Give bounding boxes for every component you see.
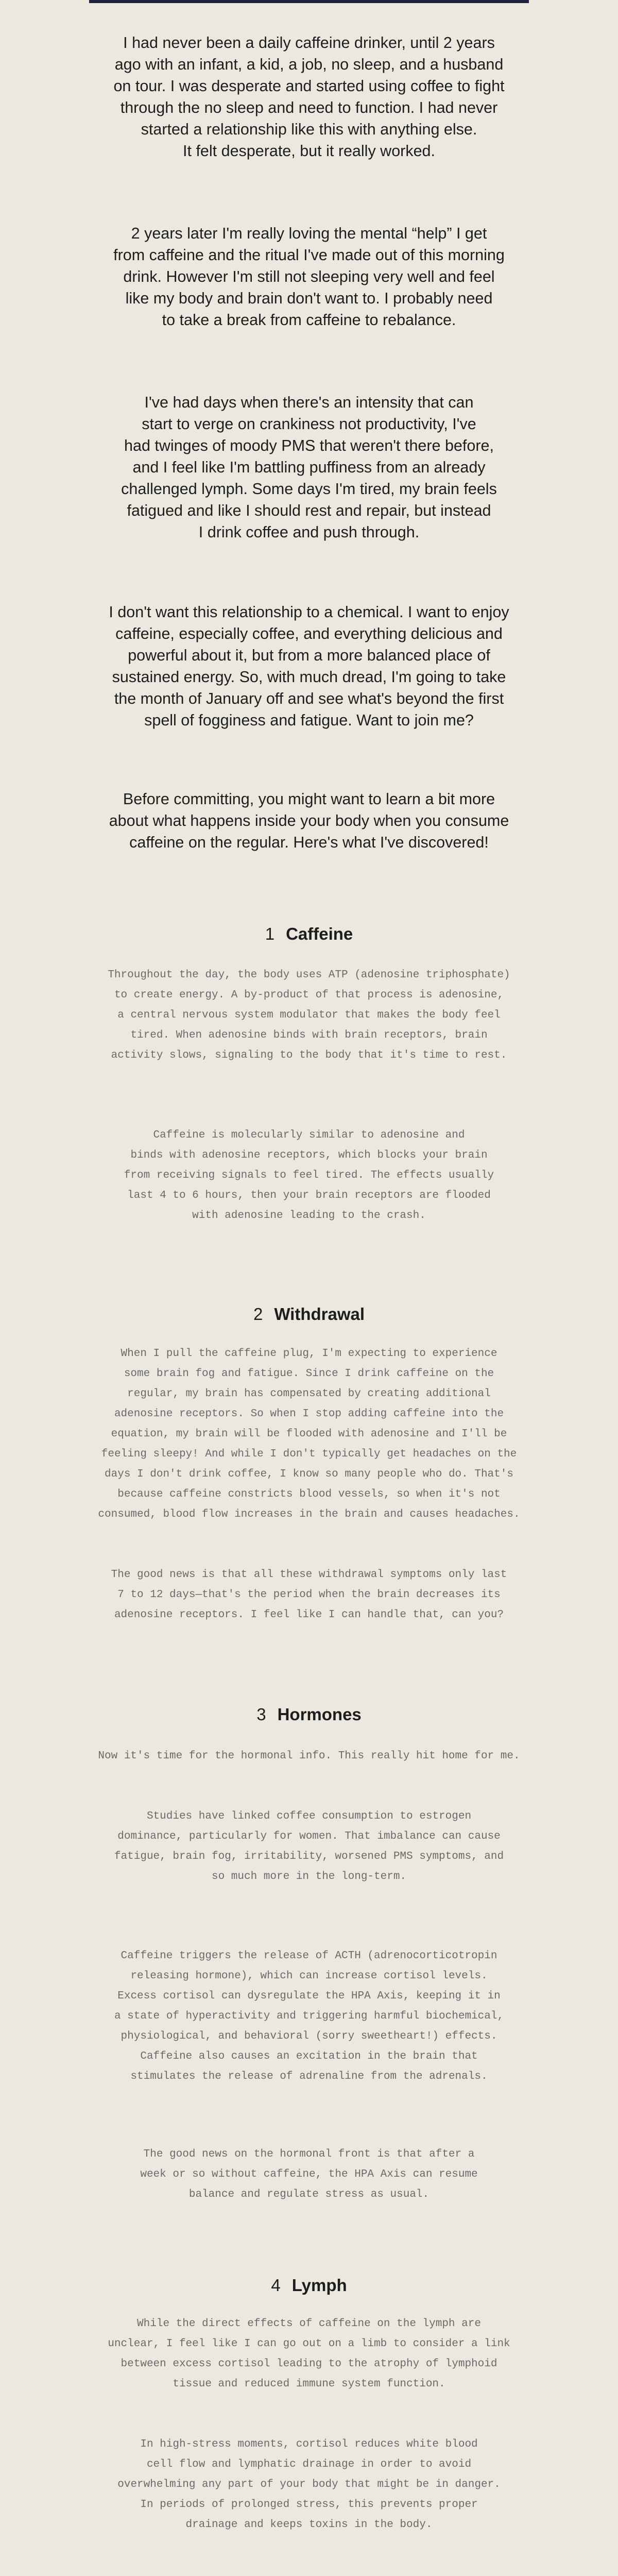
section-title: Caffeine	[286, 924, 353, 943]
text-line: a central nervous system modulator that makes the body feel	[117, 1009, 501, 1021]
text-line: caffeine on the regular. Here's what I've discovered!	[129, 834, 489, 851]
text-line: some brain fog and fatigue. Since I drink caffeine on the	[124, 1368, 494, 1380]
text-line: equation, my brain will be flooded with adenosine and I'll be	[111, 1428, 507, 1440]
section-title: Lymph	[291, 2276, 347, 2295]
text-line: with adenosine leading to the crash.	[192, 1210, 426, 1222]
text-line: between excess cortisol leading to the atrophy of lymphoid	[121, 2358, 497, 2370]
section-heading-lymph	[0, 2274, 618, 2297]
text-line: last 4 to 6 hours, then your brain receptors are flooded	[127, 1190, 491, 1201]
text-line: and I feel like I'm battling puffiness from an already	[132, 459, 486, 476]
text-line: caffeine, especially coffee, and everything delicious and	[115, 625, 503, 642]
text-line: to create energy. A by-product of that process is adenosine,	[114, 989, 504, 1001]
text-line: from caffeine and the ritual I've made out of this morning	[113, 246, 505, 264]
top-accent-bar	[89, 0, 529, 3]
text-line: In periods of prolonged stress, this prevents proper	[140, 2499, 478, 2511]
text-line: consumed, blood flow increases in the brain and causes headaches.	[98, 1509, 520, 1520]
text-line: dominance, particularly for women. That imbalance can cause	[117, 1831, 501, 1842]
text-line: to take a break from caffeine to rebalance.	[162, 311, 456, 329]
withdrawal-paragraph-1	[0, 1344, 618, 1524]
text-line: overwhelming any part of your body that might be in danger.	[117, 2479, 501, 2490]
text-line: like my body and brain don't want to. I probably need	[125, 290, 493, 307]
text-line: releasing hormone), which can increase cortisol levels.	[130, 1970, 488, 1982]
section-number: 3	[256, 1705, 266, 1724]
text-line: tissue and reduced immune system function.	[173, 2378, 445, 2390]
section-heading-caffeine	[0, 922, 618, 946]
text-line: regular, my brain has compensated by creating additional	[127, 1388, 491, 1400]
text-line: 2 years later I'm really loving the mental “help” I get	[131, 225, 487, 242]
text-line: fatigued and like I should rest and repair, but instead	[127, 502, 491, 519]
hormones-paragraph-1	[0, 1746, 618, 1766]
text-line: physiological, and behavioral (sorry sweetheart!) effects.	[121, 2030, 497, 2042]
text-line: fatigue, brain fog, irritability, worsened PMS symptoms, and	[114, 1851, 504, 1862]
text-line: spell of fogginess and fatigue. Want to join me?	[144, 711, 474, 729]
text-line: activity slows, signaling to the body that it's time to rest.	[111, 1049, 507, 1061]
caffeine-paragraph-1	[0, 965, 618, 1065]
text-line: adenosine receptors. I feel like I can handle that, can you?	[114, 1609, 504, 1621]
text-line: so much more in the long-term.	[211, 1871, 407, 1883]
intro-paragraph-4	[0, 601, 618, 731]
text-line: on tour. I was desperate and started using coffee to fight	[113, 77, 505, 95]
text-line: I've had days when there's an intensity that can	[144, 394, 474, 411]
text-line: cell flow and lymphatic drainage in order to avoid	[146, 2459, 472, 2470]
text-line: 7 to 12 days—that's the period when the brain decreases its	[117, 1589, 501, 1601]
text-line: challenged lymph. Some days I'm tired, my brain feels	[121, 480, 497, 498]
text-line: drainage and keeps toxins in the body.	[185, 2519, 433, 2531]
text-line: Caffeine also causes an excitation in the brain that	[140, 2050, 478, 2062]
text-line: binds with adenosine receptors, which blocks your brain	[130, 1149, 488, 1161]
text-line: In high-stress moments, cortisol reduces white blood	[140, 2438, 478, 2450]
section-number: 4	[271, 2276, 281, 2295]
text-line: tired. When adenosine binds with brain receptors, brain	[130, 1029, 488, 1041]
text-line: sustained energy. So, with much dread, I'm going to take	[112, 668, 506, 686]
text-line: I had never been a daily caffeine drinker, until 2 years	[123, 34, 495, 52]
intro-paragraph-5	[0, 788, 618, 853]
text-line: Before committing, you might want to learn a bit more	[123, 790, 495, 808]
text-line: Caffeine is molecularly similar to adenosine and	[153, 1129, 465, 1141]
text-line: because caffeine constricts blood vessels, so when it's not	[117, 1488, 501, 1500]
section-heading-hormones	[0, 1703, 618, 1726]
text-line: adenosine receptors. So when I stop adding caffeine into the	[114, 1408, 504, 1420]
lymph-paragraph-2	[0, 2434, 618, 2535]
text-line: When I pull the caffeine plug, I'm expecting to experience	[121, 1348, 497, 1360]
text-line: While the direct effects of caffeine on the lymph are	[137, 2318, 481, 2330]
text-line: days I don't drink coffee, I know so many people who do. That's	[105, 1468, 513, 1480]
text-line: had twinges of moody PMS that weren't there before,	[124, 437, 494, 454]
text-line: started a relationship like this with anything else.	[141, 121, 477, 138]
text-line: Now it's time for the hormonal info. This really hit home for me.	[98, 1750, 520, 1762]
text-line: from receiving signals to feel tired. The effects usually	[124, 1170, 494, 1181]
hormones-paragraph-2	[0, 1806, 618, 1887]
text-line: ago with an infant, a kid, a job, no sleep, and a husband	[114, 56, 504, 73]
text-line: powerful about it, but from a more balanced place of	[128, 647, 490, 664]
text-line: Caffeine triggers the release of ACTH (adrenocorticotropin	[121, 1950, 497, 1962]
text-line: drink. However I'm still not sleeping very well and feel	[123, 268, 495, 285]
text-line: feeling sleepy! And while I don't typically get headaches on the	[101, 1448, 517, 1460]
text-line: I drink coffee and push through.	[198, 523, 420, 541]
hormones-paragraph-3	[0, 1946, 618, 2087]
text-line: unclear, I feel like I can go out on a limb to consider a link	[108, 2338, 510, 2350]
lymph-paragraph-1	[0, 2314, 618, 2394]
text-line: Throughout the day, the body uses ATP (adenosine triphosphate)	[108, 969, 510, 981]
text-line: through the no sleep and need to function. I had never	[120, 99, 498, 116]
section-number: 2	[253, 1304, 263, 1324]
withdrawal-paragraph-2	[0, 1565, 618, 1625]
text-line: It felt desperate, but it really worked.	[183, 142, 435, 160]
section-title: Withdrawal	[274, 1304, 365, 1324]
text-line: balance and regulate stress as usual.	[188, 2189, 430, 2200]
caffeine-paragraph-2	[0, 1125, 618, 1226]
text-line: start to verge on crankiness not productivity, I've	[142, 415, 476, 433]
intro-paragraph-1	[0, 32, 618, 162]
text-line: about what happens inside your body when you consume	[109, 812, 509, 829]
text-line: the month of January off and see what's beyond the first	[114, 690, 504, 707]
section-title: Hormones	[277, 1705, 362, 1724]
section-number: 1	[265, 924, 275, 943]
text-line: stimulates the release of adrenaline from the adrenals.	[130, 2071, 488, 2082]
text-line: The good news is that all these withdrawal symptoms only last	[111, 1569, 507, 1581]
text-line: I don't want this relationship to a chemical. I want to enjoy	[109, 603, 509, 621]
text-line: The good news on the hormonal front is that after a	[143, 2148, 475, 2160]
text-line: week or so without caffeine, the HPA Axis can resume	[140, 2168, 478, 2180]
intro-paragraph-3	[0, 392, 618, 543]
text-line: Excess cortisol can dysregulate the HPA Axis, keeping it in	[117, 1990, 501, 2002]
hormones-paragraph-4	[0, 2144, 618, 2205]
text-line: Studies have linked coffee consumption to estrogen	[146, 1810, 472, 1822]
section-heading-withdrawal	[0, 1302, 618, 1326]
intro-paragraph-2	[0, 223, 618, 331]
text-line: a state of hyperactivity and triggering harmful biochemical,	[114, 2010, 504, 2022]
